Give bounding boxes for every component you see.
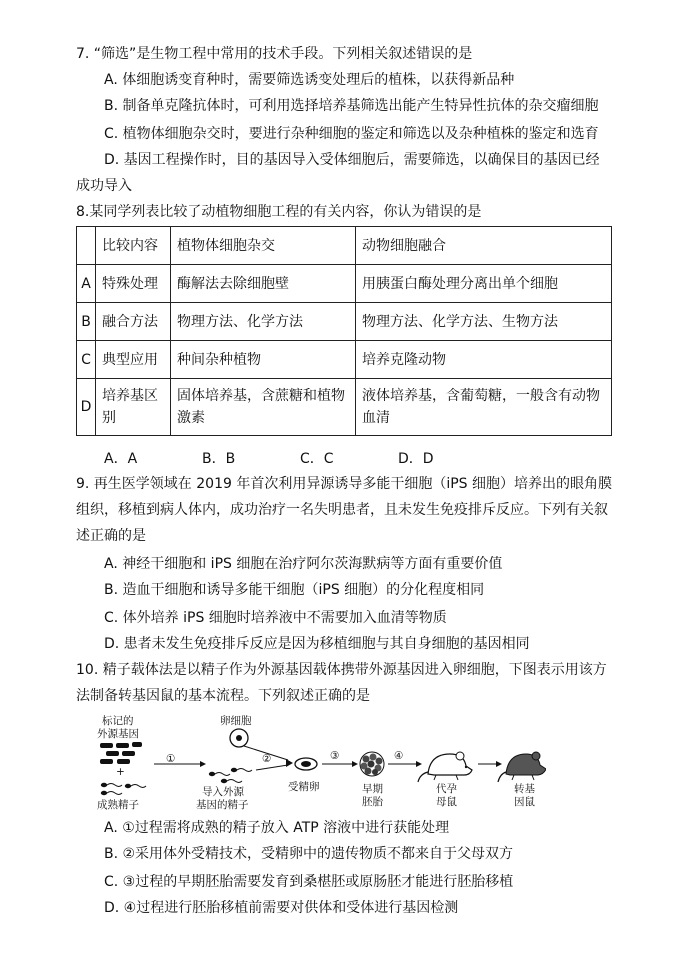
step-1-label: ① xyxy=(166,753,176,765)
table-header-cell xyxy=(77,227,96,265)
q7-option-d-continued: 成功导入 xyxy=(76,178,132,194)
q9-option-a: A. 神经干细胞和 iPS 细胞在治疗阿尔茨海默病等方面有重要价值 xyxy=(104,556,503,572)
q7-option-a: A. 体细胞诱变育种时，需要筛选诱变处理后的植株，以获得新品种 xyxy=(104,72,515,88)
label-transgenic-1: 转基 xyxy=(514,783,535,795)
q8-choice-a: A．A xyxy=(104,451,138,467)
q8-choices xyxy=(104,448,496,468)
q10-option-d: D. ④过程进行胚胎移植前需要对供体和受体进行基因检测 xyxy=(104,900,459,916)
q8-choice-c: C．C xyxy=(300,451,334,467)
gene-carrying-sperm-icon xyxy=(209,768,252,783)
table-cell: 液体培养基，含葡萄糖，一般含有动物血清 xyxy=(356,379,612,436)
arrow-head-icon xyxy=(286,759,293,767)
label-transgenic-2: 因鼠 xyxy=(514,796,535,808)
q9-option-c: C. 体外培养 iPS 细胞时培养液中不需要加入血清等物质 xyxy=(104,610,447,626)
table-cell: B xyxy=(77,303,96,341)
q10-stem-line-2: 法制备转基因鼠的基本流程。下列叙述正确的是 xyxy=(76,688,370,704)
table-cell: 物理方法、化学方法、生物方法 xyxy=(356,303,612,341)
step-4-label: ④ xyxy=(394,750,404,762)
q10-option-b: B. ②采用体外受精技术，受精卵中的遗传物质不都来自于父母双方 xyxy=(104,846,514,862)
q7-option-c: C. 植物体细胞杂交时，要进行杂种细胞的鉴定和筛选以及杂种植株的鉴定和选育 xyxy=(104,126,599,142)
label-sperm-with-gene-2: 基因的精子 xyxy=(196,799,249,811)
label-egg-cell: 卵细胞 xyxy=(220,715,252,727)
table-cell: 培养基区别 xyxy=(96,379,171,436)
fertilized-egg-icon xyxy=(295,758,317,770)
step-2-label: ② xyxy=(262,753,272,765)
step-3-label: ③ xyxy=(330,750,340,762)
table-row xyxy=(77,341,612,379)
foreign-gene-fragments-icon xyxy=(100,742,142,764)
q9-stem-line-1: 9. 再生医学领域在 2019 年首次利用异源诱导多能干细胞（iPS 细胞）培养出的眼角膜 xyxy=(76,476,613,492)
table-cell: A xyxy=(77,265,96,303)
plus-sign: + xyxy=(116,766,125,778)
q9-stem-line-2: 组织，移植到病人体内，成功治疗一名失明患者，且未发生免疫排斥反应。下列有关叙 xyxy=(76,502,608,518)
label-surrogate-1: 代孕 xyxy=(436,783,457,795)
arrow-head-icon xyxy=(416,761,422,767)
mature-sperm-icon xyxy=(101,783,146,795)
label-marked-gene-2: 外源基因 xyxy=(97,728,139,740)
table-header-cell: 比较内容 xyxy=(96,227,171,265)
arrow-head-icon xyxy=(352,761,358,767)
table-cell: 融合方法 xyxy=(96,303,171,341)
q9-option-b: B. 造血干细胞和诱导多能干细胞（iPS 细胞）的分化程度相同 xyxy=(104,582,485,598)
sperm-arrow xyxy=(256,765,288,770)
surrogate-mouse-icon xyxy=(418,752,472,782)
table-row xyxy=(77,265,612,303)
q7-option-d: D. 基因工程操作时，目的基因导入受体细胞后，需要筛选，以确保目的基因已经 xyxy=(104,152,600,168)
label-marked-gene-1: 标记的 xyxy=(102,715,134,727)
label-surrogate-2: 母鼠 xyxy=(436,796,457,808)
table-header-cell: 动物细胞融合 xyxy=(356,227,612,265)
q10-stem-line-1: 10. 精子载体法是以精子作为外源基因载体携带外源基因进入卵细胞，下图表示用该方 xyxy=(76,662,607,678)
q10-option-a: A. ①过程需将成熟的精子放入 ATP 溶液中进行获能处理 xyxy=(104,820,450,836)
comparison-table xyxy=(76,226,612,436)
table-cell: 培养克隆动物 xyxy=(356,341,612,379)
table-header-cell: 植物体细胞杂交 xyxy=(171,227,356,265)
table-cell: 用胰蛋白酶处理分离出单个细胞 xyxy=(356,265,612,303)
egg-cell-icon xyxy=(230,729,248,747)
q10-option-c: C. ③过程的早期胚胎需要发育到桑椹胚或原肠胚才能进行胚胎移植 xyxy=(104,874,514,890)
q9-option-d: D. 患者未发生免疫排斥反应是因为移植细胞与其自身细胞的基因相同 xyxy=(104,636,530,652)
early-embryo-icon xyxy=(360,752,384,776)
label-early-embryo-2: 胚胎 xyxy=(362,796,383,808)
arrow-head-icon xyxy=(496,761,502,767)
table-row xyxy=(77,379,612,436)
table-cell: 典型应用 xyxy=(96,341,171,379)
table-row xyxy=(77,303,612,341)
label-early-embryo-1: 早期 xyxy=(362,783,383,795)
table-cell: 酶解法去除细胞壁 xyxy=(171,265,356,303)
table-cell: 物理方法、化学方法 xyxy=(171,303,356,341)
q8-choice-d: D．D xyxy=(398,451,434,467)
table-cell: 特殊处理 xyxy=(96,265,171,303)
table-cell: D xyxy=(77,379,96,436)
label-mature-sperm: 成熟精子 xyxy=(97,799,139,811)
q9-stem-line-3: 述正确的是 xyxy=(76,528,146,544)
transgenic-mouse-icon xyxy=(498,752,546,782)
transgenic-mouse-flow-diagram xyxy=(96,712,546,812)
q7-option-b: B. 制备单克隆抗体时，可利用选择培养基筛选出能产生特异性抗体的杂交瘤细胞 xyxy=(104,98,599,114)
label-sperm-with-gene-1: 导入外源 xyxy=(202,786,244,798)
q8-choice-b: B．B xyxy=(202,451,236,467)
table-cell: C xyxy=(77,341,96,379)
table-cell: 固体培养基，含蔗糖和植物激素 xyxy=(171,379,356,436)
table-header-row xyxy=(77,227,612,265)
label-fertilized-egg: 受精卵 xyxy=(288,781,320,793)
arrow-head-icon xyxy=(200,761,206,767)
q7-stem: 7. “筛选”是生物工程中常用的技术手段。下列相关叙述错误的是 xyxy=(76,46,473,62)
table-cell: 种间杂种植物 xyxy=(171,341,356,379)
q8-stem: 8.某同学列表比较了动植物细胞工程的有关内容，你认为错误的是 xyxy=(76,204,482,220)
